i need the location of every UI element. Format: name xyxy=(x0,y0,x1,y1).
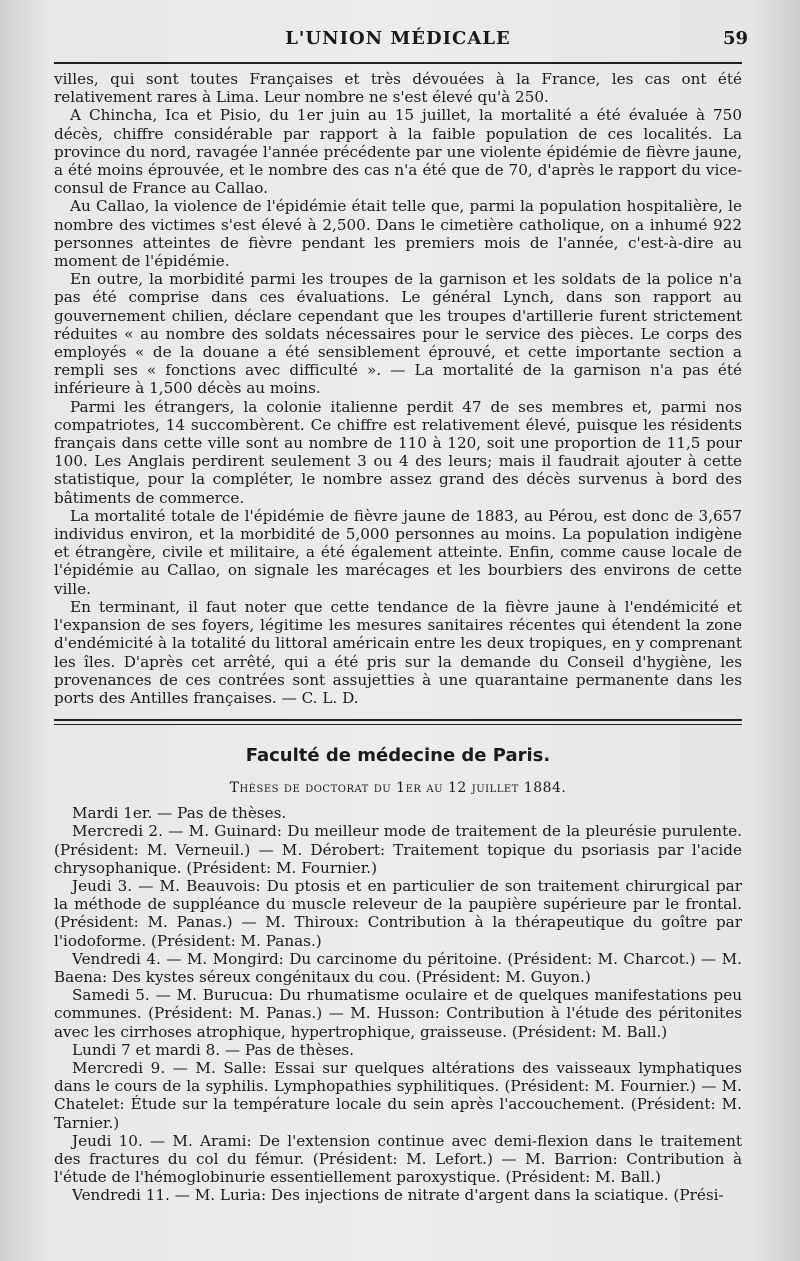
thesis-entry: Mercredi 9. — M. Salle: Essai sur quelques altérations des vaisseaux lymphatiques dans le cours de la syphilis. Lymphopathies syphilitiques. (Président: M. Fournier.) — M. Chatelet: Étude sur la température locale du sein après l'accouchement. (Président: M. Tarnier.) xyxy=(54,1058,742,1132)
thesis-list xyxy=(54,804,742,1204)
article-paragraph: La mortalité totale de l'épidémie de fièvre jaune de 1883, au Pérou, est donc de 3,657 individus environ, et la morbidité de 5,000 personnes au moins. La population indigène et étrangère, civile et militaire, a été également atteinte. Enfin, comme cause locale de l'épidémie au Callao, on signale les marécages et les bourbiers des environs de cette ville. xyxy=(54,506,742,598)
section-divider xyxy=(54,719,742,721)
thesis-entry: Vendredi 4. — M. Mongird: Du carcinome du péritoine. (Président: M. Charcot.) — M. Baena: Des kystes séreux congénitaux du cou. (Président: M. Guyon.) xyxy=(54,949,742,986)
article-paragraph: Parmi les étrangers, la colonie italienne perdit 47 de ses membres et, parmi nos compatriotes, 14 succombèrent. Ce chiffre est relativement élevé, puisque les résidents français dans cette ville sont au nombre de 110 à 120, soit une proportion de 11,5 pour 100. Les Anglais perdirent seulement 3 ou 4 des leurs; mais il faudrait ajouter à cette statistique, pour la compléter, le nombre assez grand des décès survenus à bord des bâtiments de commerce. xyxy=(54,397,742,507)
page-number: 59 xyxy=(722,28,748,49)
running-title: L'UNION MÉDICALE xyxy=(285,28,511,49)
section-title: Faculté de médecine de Paris. xyxy=(245,745,551,767)
thesis-entry: Vendredi 11. — M. Luria: Des injections de nitrate d'argent dans la sciatique. (Prési- xyxy=(72,1186,724,1205)
thesis-entry: Mercredi 2. — M. Guinard: Du meilleur mode de traitement de la pleurésie purulente. (Président: M. Verneuil.) — M. Dérobert: Traitement topique du psoriasis par l'acide chrysophanique. (Président: M. Fournier.) xyxy=(54,822,742,877)
article-paragraph: Au Callao, la violence de l'épidémie était telle que, parmi la population hospitalière, le nombre des victimes s'est élevé à 2,500. Dans le cimetière catholique, on a inhumé 922 personnes atteintes de fièvre pendant les premiers mois de l'année, c'est-à-dire au moment de l'épidémie. xyxy=(54,197,742,271)
section-subtitle: Thèses de doctorat du 1er au 12 juillet 1884. xyxy=(229,780,567,797)
thesis-entry: Mardi 1er. — Pas de thèses. xyxy=(72,804,287,823)
article-body xyxy=(54,70,742,707)
article-paragraph: A Chincha, Ica et Pisio, du 1er juin au 15 juillet, la mortalité a été évaluée à 750 décès, chiffre considérable par rapport à la faible population de ces localités. La province du nord, ravagée l'année précédente par une violente épidémie de fièvre jaune, a été moins éprouvée, et le nombre des cas n'a été que de 70, d'après le rapport du vice-consul de France au Callao. xyxy=(54,106,742,198)
thesis-entry: Samedi 5. — M. Burucua: Du rhumatisme oculaire et de quelques manifestations peu communes. (Président: M. Panas.) — M. Husson: Contribution à l'étude des péritonites avec les cirrhoses atrophique, hypertrophique, graisseuse. (Président: M. Ball.) xyxy=(54,986,742,1041)
article-paragraph: villes, qui sont toutes Françaises et très dévouées à la France, les cas ont été relativement rares à Lima. Leur nombre ne s'est élevé qu'à 250. xyxy=(54,70,742,107)
header-rule xyxy=(54,62,742,64)
thesis-entry: Jeudi 3. — M. Beauvois: Du ptosis et en particulier de son traitement chirurgical par la méthode de suppléance du muscle releveur de la paupière supérieure par le frontal. (Président: M. Panas.) — M. Thiroux: Contribution à la thérapeutique du goître par l'iodoforme. (Président: M. Panas.) xyxy=(54,876,742,950)
article-paragraph: En terminant, il faut noter que cette tendance de la fièvre jaune à l'endémicité et l'expansion de ses foyers, légitime les mesures sanitaires récentes qui étendent la zone d'endémicité à la totalité du littoral américain entre les deux tropiques, en y comprenant les îles. D'après cet arrêté, qui a été pris sur la demande du Conseil d'hygiène, les provenances de ces contrées sont assujetties à une quarantaine permanente dans les ports des Antilles françaises. — C. L. D. xyxy=(54,597,742,707)
article-paragraph: En outre, la morbidité parmi les troupes de la garnison et les soldats de la police n'a pas été comprise dans ces évaluations. Le général Lynch, dans son rapport au gouvernement chilien, déclare cependant que les troupes d'artillerie furent strictement réduites « au nombre des soldats nécessaires pour le service des pièces. Le corps des employés « de la douane a été sensiblement éprouvé, et cette importante section a rempli ses « fonctions avec difficulté ». — La mortalité de la garnison n'a pas été inférieure à 1,500 décès au moins. xyxy=(54,270,742,398)
thesis-entry: Jeudi 10. — M. Arami: De l'extension continue avec demi-flexion dans le traitement des fractures du col du fémur. (Président: M. Lefort.) — M. Barrion: Contribution à l'étude de l'hémoglobinurie essentiellement paroxystique. (Président: M. Ball.) xyxy=(54,1131,742,1187)
section-divider-thin xyxy=(54,724,742,725)
thesis-entry: Lundi 7 et mardi 8. — Pas de thèses. xyxy=(72,1040,354,1059)
page-header xyxy=(54,22,748,56)
